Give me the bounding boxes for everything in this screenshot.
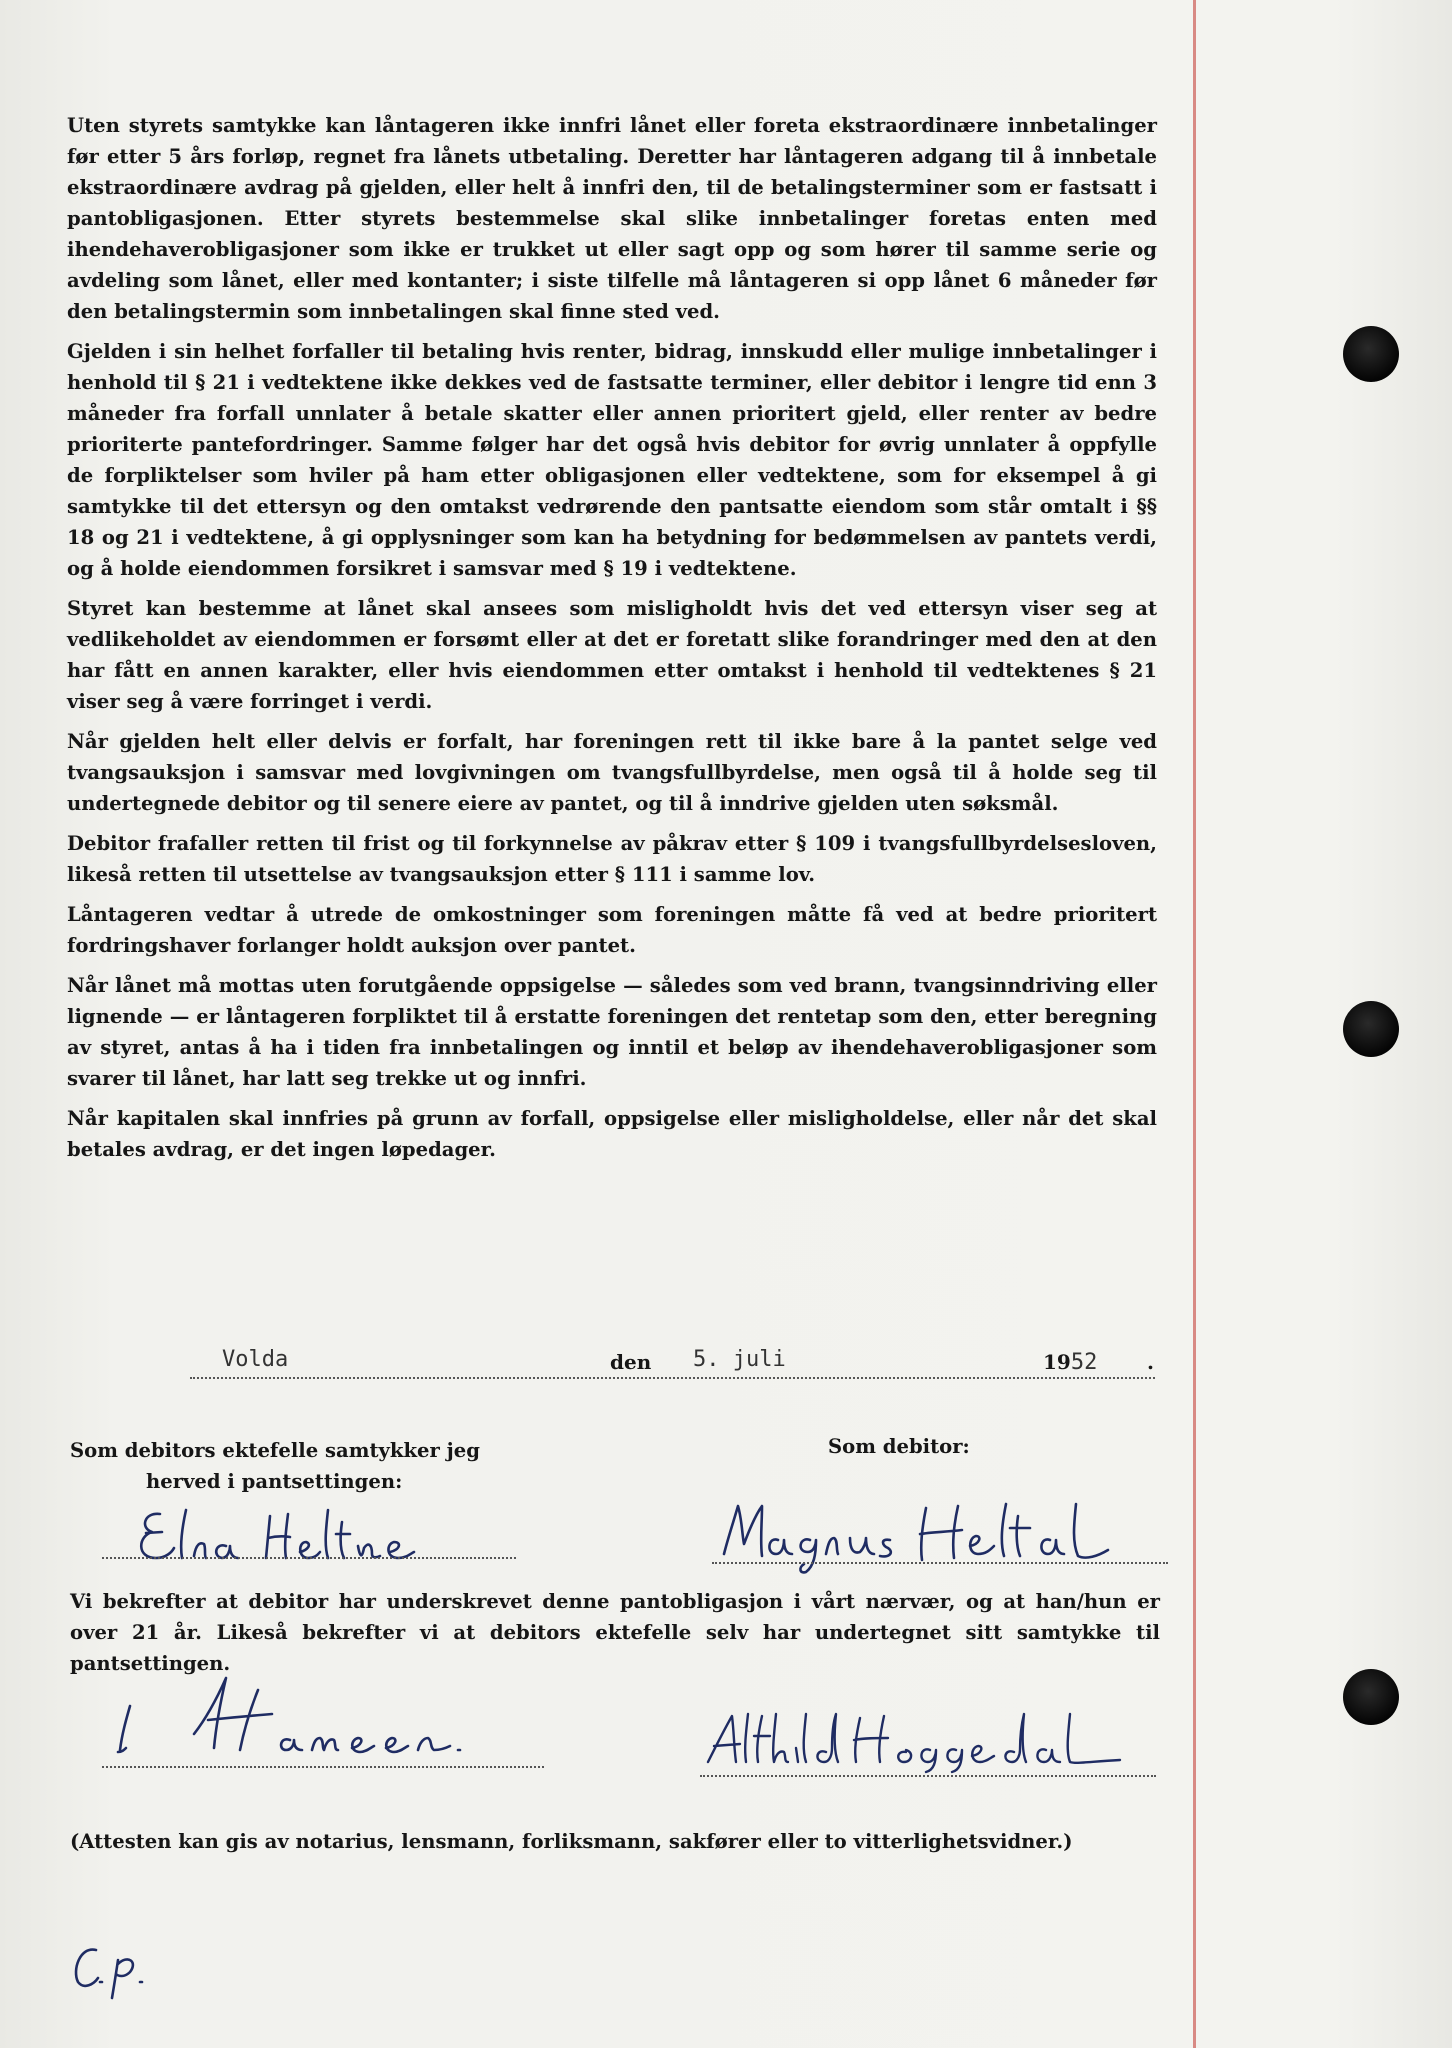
paragraph-interest-loss: Når lånet må mottas uten forutgående oppsigelse — således som ved brann, tvangsinndriving eller lignende — er låntageren forpliktet til å erstatte foreningen det rentetap som den, etter beregning av styret, antas å ha i tiden fra innbetalingen og inntil et beløp av ihendehaverobligasjoner som svarer til lånet, har latt seg trekke ut og innfri. — [67, 974, 1157, 1090]
witness-signature-2 — [700, 1704, 1140, 1774]
initials-mark — [66, 1940, 166, 2000]
paragraph-costs: Låntageren vedtar å utrede de omkostninger som foreningen måtte få ved at bedre prioritert fordringshaver forlanger holdt auksjon over pantet. — [67, 903, 1157, 957]
red-margin-line — [1193, 0, 1196, 2048]
place-field: Volda — [222, 1347, 289, 1372]
attestation-footnote: (Attesten kan gis av notarius, lensmann, forliksmann, sakfører eller to vitterlighetsvidner.) — [70, 1830, 1073, 1853]
terms-text — [67, 110, 1157, 1174]
witness-signature-1 — [108, 1664, 548, 1764]
punch-hole-icon — [1343, 326, 1399, 382]
year-prefix: 19 — [1043, 1350, 1071, 1374]
paragraph-forced-sale: Når gjelden helt eller delvis er forfalt, har foreningen rett til ikke bare å la pantet selge ved tvangsauksjon i samsvar med lovgivningen om tvangsfullbyrdelse, men også til å holde seg til undertegnede debitor og til senere eiere av pantet, og til å inndrive gjelden uten søksmål. — [67, 730, 1157, 815]
dateline-dotted-rule — [190, 1377, 1155, 1379]
witness-signature-line-1 — [102, 1766, 544, 1768]
paragraph-default: Gjelden i sin helhet forfaller til betaling hvis renter, bidrag, innskudd eller mulige innbetalinger i henhold til § 21 i vedtektene ikke dekkes ved de fastsatte terminer, eller debitor i lengre tid enn 3 måneder fra forfall unnlater å betale skatter eller annen prioritert gjeld, eller renter av bedre prioriterte pantefordringer. Samme følger har det også hvis debitor for øvrig unnlater å oppfylle de forpliktelser som hviler på ham etter obligasjonen eller vedtektene, som for eksempel å gi samtykke til det ettersyn og den omtakst vedrørende den pantsatte eiendom som står omtalt i §§ 18 og 21 i vedtektene, å gi opplysninger som kan ha betydning for bedømmelsen av pantets verdi, og å holde eiendommen forsikret i samsvar med § 19 i vedtektene. — [67, 340, 1157, 580]
paragraph-early-repayment: Uten styrets samtykke kan låntageren ikke innfri lånet eller foreta ekstraordinære innbetalinger før etter 5 års forløp, regnet fra lånets utbetaling. Deretter har låntageren adgang til å innbetale ekstraordinære avdrag på gjelden, eller helt å innfri den, til de betalingsterminer som er fastsatt i pantobligasjonen. Etter styrets bestemmelse skal slike innbetalinger foretas enten med ihendehaverobligasjoner som ikke er trukket ut eller sagt opp og som hører til samme serie og avdeling som lånet, eller med kontanter; i siste tilfelle må låntageren si opp lånet 6 måneder før den betalingstermin som innbetalingen skal finne sted ved. — [67, 114, 1157, 323]
date-field: 5. juli — [693, 1347, 786, 1372]
spouse-signature — [130, 1502, 490, 1572]
dateline-end-mark: . — [1147, 1350, 1154, 1374]
spouse-consent — [70, 1435, 480, 1497]
paragraph-maintenance: Styret kan bestemme at lånet skal ansees som misligholdt hvis det ved ettersyn viser seg at vedlikeholdet av eiendommen er forsømt eller at det er foretatt slike forandringer med den at den har fått en annen karakter, eller hvis eiendommen etter omtakst i henhold til vedtektenes § 21 viser seg å være forringet i verdi. — [67, 597, 1157, 713]
witness-confirmation: Vi bekrefter at debitor har underskrevet denne pantobligasjon i vårt nærvær, og at han/hun er over 21 år. Likeså bekrefter vi at debitors ektefelle selv har undertegnet sitt samtykke til pantsettingen. — [70, 1590, 1160, 1675]
punch-hole-icon — [1343, 1001, 1399, 1057]
year-field — [1043, 1350, 1097, 1375]
debtor-label: Som debitor: — [828, 1435, 970, 1458]
paragraph-grace-days: Når kapitalen skal innfries på grunn av forfall, oppsigelse eller misligholdelse, eller når det skal betales avdrag, er det ingen løpedager. — [67, 1107, 1157, 1161]
spouse-consent-line1: Som debitors ektefelle samtykker jeg — [70, 1439, 480, 1462]
year-suffix: 52 — [1070, 1350, 1098, 1375]
spouse-consent-line2: herved i pantsettingen: — [146, 1470, 403, 1493]
den-label: den — [610, 1350, 652, 1374]
punch-hole-icon — [1343, 1669, 1399, 1725]
spouse-signature-line — [102, 1557, 516, 1559]
paragraph-waiver: Debitor frafaller retten til frist og til forkynnelse av påkrav etter § 109 i tvangsfullbyrdelsesloven, likeså retten til utsettelse av tvangsauksjon etter § 111 i samme lov. — [67, 832, 1157, 886]
debtor-signature-line — [712, 1562, 1168, 1564]
dateline — [0, 1345, 1193, 1385]
witness-signature-line-2 — [700, 1775, 1156, 1777]
